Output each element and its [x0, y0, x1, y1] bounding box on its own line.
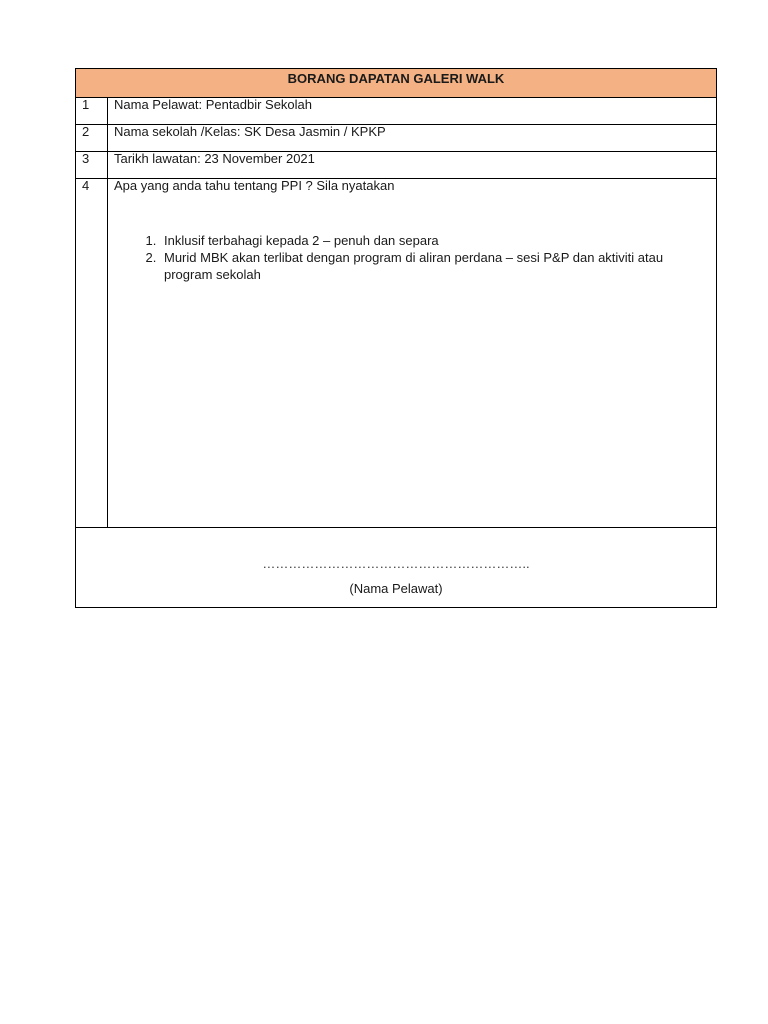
row-text: Nama sekolah /Kelas: SK Desa Jasmin / KPKP	[108, 125, 717, 152]
galeri-walk-form	[75, 68, 717, 608]
question-cell	[108, 179, 717, 528]
row-text: Tarikh lawatan: 23 November 2021	[108, 152, 717, 179]
signature-row	[76, 528, 717, 608]
form-row-school-class	[76, 125, 717, 152]
answer-list	[114, 232, 710, 283]
form-row-visit-date	[76, 152, 717, 179]
form-row-visitor-name	[76, 98, 717, 125]
signature-cell	[76, 528, 717, 608]
form-row-question	[76, 179, 717, 528]
signature-label: (Nama Pelawat)	[349, 581, 443, 596]
row-number: 2	[76, 125, 108, 152]
row-number: 3	[76, 152, 108, 179]
row-number: 4	[76, 179, 108, 528]
row-number: 1	[76, 98, 108, 125]
question-text: Apa yang anda tahu tentang PPI ? Sila nyatakan	[114, 178, 395, 193]
answer-item: 1. Inklusif terbahagi kepada 2 – penuh dan separa	[160, 232, 710, 249]
row-text: Nama Pelawat: Pentadbir Sekolah	[108, 98, 717, 125]
form-title: BORANG DAPATAN GALERI WALK	[76, 69, 717, 98]
answer-item: 2. Murid MBK akan terlibat dengan program di aliran perdana – sesi P&P dan aktiviti atau program sekolah	[160, 249, 710, 283]
signature-line: ……………………………………………………..	[262, 556, 530, 571]
